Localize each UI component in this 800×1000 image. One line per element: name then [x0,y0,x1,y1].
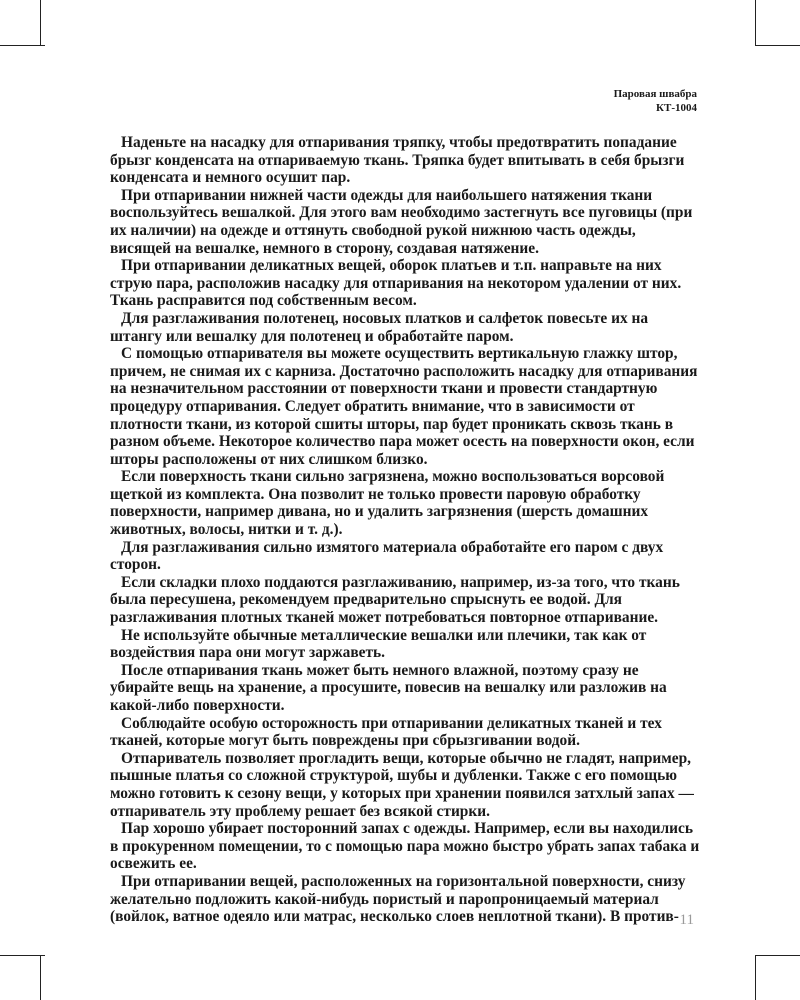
paragraph: С помощью отпаривателя вы можете осуществить вертикальную глажку штор, причем, не снимая их с карниза. Достаточно расположить насадку для отпаривания на незначительном расстоянии от поверхности ткани и провести стандартную процедуру отпаривания. Следует обратить внимание, что в зависимости от плотности ткани, из которой сшиты шторы, пар будет проникать сквозь ткань в разном объеме. Некоторое количество пара может осесть на поверхности окон, если шторы расположены от них слишком близко. [110,345,698,468]
paragraph: Если складки плохо поддаются разглаживанию, например, из-за того, что ткань была пересушена, рекомендуем предварительно спрыснуть ее водой. Для разглаживания плотных тканей может потребоваться повторное отпаривание. [110,573,680,627]
crop-mark-bottom-right [755,955,800,956]
crop-mark-top-right [755,0,756,45]
paragraph: При отпаривании вещей, расположенных на горизонтальной поверхности, снизу желательно подложить какой-нибудь пористый и паропроницаемый материал (войлок, ватное одеяло или матрас, несколько слоев неплотной ткани). В против- [110,872,686,926]
crop-mark-top-right [755,45,800,46]
paragraph: При отпаривании деликатных вещей, оборок платьев и т.п. направьте на них струю пара, расположив насадку для отпаривания на некотором удалении от них. Ткань расправится под собственным весом. [110,257,682,310]
paragraph: Отпариватель позволяет прогладить вещи, которые обычно не гладят, например, пышные платья со сложной структурой, шубы и дубленки. Также с его помощью можно готовить к сезону вещи, у которых при хранении появился затхлый запах — отпариватель эту проблему решает без всякой стирки. [110,749,694,820]
page-number: 11 [679,912,694,928]
header-product-name: Паровая швабра [613,88,697,100]
paragraph: Не используйте обычные металлические вешалки или плечики, так как от воздействия пара они могут заржаветь. [110,626,647,662]
paragraph: Для разглаживания сильно измятого материала обработайте его паром с двух сторон. [110,538,664,574]
paragraph: Соблюдайте особую осторожность при отпаривании деликатных тканей и тех тканей, которые могут быть повреждены при сбрызгивании водой. [110,714,662,750]
paragraph: Если поверхность ткани сильно загрязнена, можно воспользоваться ворсовой щеткой из комплекта. Она позволит не только провести паровую обработку поверхности, например дивана, но и удалить загрязнения (шерсть домашних животных, волосы, нитки и т. д.). [110,468,665,539]
paragraph: Пар хорошо убирает посторонний запах с одежды. Например, если вы находились в прокуренном помещении, то с помощью пара можно быстро убрать запах табака и освежить ее. [110,820,700,873]
paragraph: При отпаривании нижней части одежды для наибольшего натяжения ткани воспользуйтесь вешалкой. Для этого вам необходимо застегнуть все пуговицы (при их наличии) на одежде и оттянуть свободной рукой нижнюю часть одежды, висящей на вешалке, немного в сторону, создавая натяжение. [110,186,693,257]
crop-mark-bottom-right [755,955,756,1000]
paragraph: Наденьте на насадку для отпаривания тряпку, чтобы предотвратить попадание брызг конденсата на отпариваемую ткань. Тряпка будет впитывать в себя брызги конденсата и немного осушит пар. [110,134,685,187]
crop-mark-top-left [0,45,45,46]
crop-mark-bottom-left [40,955,41,1000]
crop-mark-top-left [40,0,41,45]
paragraph: Для разглаживания полотенец, носовых платков и салфеток повесьте их на штангу или вешалку для полотенец и обработайте паром. [110,309,649,345]
body-text [110,134,700,926]
running-header [614,87,697,115]
header-model-number: КТ-1004 [656,102,697,114]
crop-mark-bottom-left [0,955,45,956]
paragraph: После отпаривания ткань может быть немного влажной, поэтому сразу не убирайте вещь на хранение, а просушите, повесив на вешалку или разложив на какой-либо поверхности. [110,661,667,714]
